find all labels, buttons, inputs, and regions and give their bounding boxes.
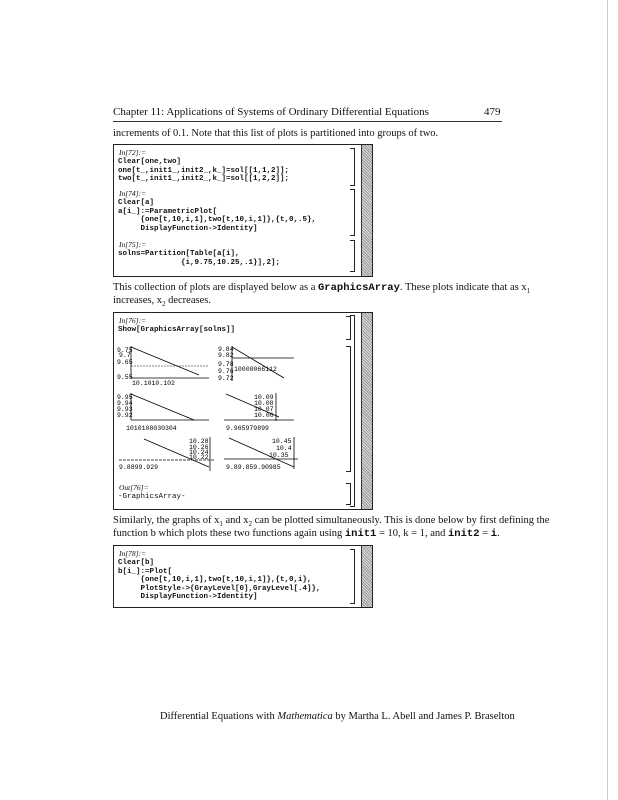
tick-label: 1010108030304	[126, 425, 177, 432]
subscript: 1	[219, 520, 223, 529]
input-label: In[72]:=	[119, 148, 147, 157]
cell-scrollbar[interactable]	[361, 546, 372, 607]
cell-scrollbar[interactable]	[361, 145, 372, 276]
text: =	[479, 528, 491, 539]
input-code[interactable]: Clear[one,two] one[t_,init1_,init2_,k_]=sol[[1,1,2]]; two[t_,init1_,init2_,k_]=sol[[1,2,2]];	[118, 158, 290, 183]
input-label: In[78]:=	[119, 549, 147, 558]
tick-label: 9.82	[218, 352, 234, 359]
tick-label: 10.28	[189, 438, 209, 445]
plot-6	[224, 437, 298, 471]
output-value: -GraphicsArray-	[118, 493, 186, 501]
text: decreases.	[165, 295, 211, 306]
cell-bracket[interactable]	[346, 483, 351, 505]
notebook-cell-group[interactable]	[113, 144, 373, 277]
inline-code: i	[490, 528, 497, 540]
text: can be plotted simultaneously. This is done below by first defining the	[252, 515, 550, 526]
text: Mathematica	[277, 711, 333, 722]
tick-label: 9.92	[117, 412, 133, 419]
paragraph	[113, 527, 500, 541]
tick-label: 9.72	[218, 375, 234, 382]
text: . These plots indicate that as x	[399, 282, 527, 293]
text: and x	[222, 515, 249, 526]
tick-label: 9.8899.929	[119, 464, 159, 471]
tick-label: 9.55	[117, 374, 133, 381]
text: = 10, k = 1, and	[376, 528, 448, 539]
inline-code: GraphicsArray	[318, 282, 400, 294]
input-label: In[76]:=	[119, 316, 147, 325]
plot-5	[119, 437, 214, 471]
cell-bracket[interactable]	[350, 148, 355, 186]
tick-label: 10000066112	[234, 366, 277, 373]
graphics-cell-bracket[interactable]	[346, 346, 351, 472]
plot-3	[117, 393, 209, 432]
input-label: In[75]:=	[119, 240, 147, 249]
running-header: Chapter 11: Applications of Systems of Ordinary Differential Equations	[113, 106, 429, 118]
subscript: 1	[526, 287, 531, 296]
plot-2	[218, 346, 294, 382]
subscript: 2	[161, 300, 166, 309]
cell-bracket[interactable]	[350, 189, 355, 236]
text: This collection of plots are displayed below as a	[113, 282, 318, 293]
tick-label: 9.94	[117, 400, 133, 407]
tick-label: 9.7	[119, 352, 131, 359]
tick-label: 10.08	[254, 400, 274, 407]
cell-scrollbar[interactable]	[361, 313, 372, 509]
graphics-array[interactable]	[114, 341, 339, 476]
text: function b which plots these two functions again using	[113, 528, 345, 539]
notebook-cell-group[interactable]	[113, 312, 373, 510]
tick-label: 9.65	[117, 359, 133, 366]
tick-label: 9.76	[218, 368, 234, 375]
input-code[interactable]: Clear[b] b[i_]:=Plot[ {one[t,10,i,1],two[t,10,i,1]},{t,0,i}, PlotStyle->{GrayLevel[0],GrayLevel[.4]}, DisplayFunction->Identity]	[118, 559, 321, 601]
cell-bracket[interactable]	[350, 240, 355, 272]
text: increases, x	[113, 295, 162, 306]
tick-label: 10.06	[254, 412, 274, 419]
text: Similarly, the graphs of x	[113, 515, 220, 526]
tick-label: 10.22	[189, 454, 209, 461]
cell-bracket[interactable]	[350, 549, 355, 604]
input-code[interactable]: solns=Partition[Table[a[i], {i,9.75,10.25,.1}],2];	[118, 250, 281, 267]
paragraph	[113, 294, 211, 311]
tick-label: 10.26	[189, 444, 209, 451]
tick-label: 9.78	[218, 361, 234, 368]
tick-label: 9.89.859.90985	[226, 464, 281, 471]
input-label: In[74]:=	[119, 189, 147, 198]
tick-label: 10.45	[272, 438, 292, 445]
tick-label: 9.84	[218, 346, 234, 353]
header-rule	[113, 121, 502, 122]
tick-label: 10.1010.102	[132, 380, 175, 387]
tick-label: 10.4	[276, 445, 292, 452]
input-code[interactable]: Show[GraphicsArray[solns]]	[118, 326, 236, 334]
tick-label: 9.93	[117, 406, 133, 413]
tick-label: 9.965979899	[226, 425, 269, 432]
text: .	[497, 528, 500, 539]
scan-edge	[607, 0, 608, 800]
text: Differential Equations with	[160, 711, 278, 722]
page-number: 479	[484, 106, 501, 118]
inline-code: init2	[448, 528, 480, 540]
output-label: Out[76]=	[119, 483, 149, 492]
inline-code: init1	[344, 528, 377, 540]
tick-label: 9.75	[117, 347, 133, 354]
tick-label: 10.09	[254, 394, 274, 401]
text: by Martha L. Abell and James P. Braselton	[332, 711, 515, 722]
tick-label: 10.24	[189, 449, 209, 456]
notebook-cell-group[interactable]	[113, 545, 373, 608]
tick-label: 10.07	[254, 406, 274, 413]
paragraph: increments of 0.1. Note that this list of plots is partitioned into groups of two.	[113, 128, 439, 139]
plot-4	[224, 393, 294, 432]
plot-1	[117, 346, 209, 387]
page-footer	[160, 710, 515, 723]
subscript: 2	[248, 520, 253, 529]
input-code[interactable]: Clear[a] a[i_]:=ParametricPlot[ {one[t,10,i,1],two[t,10,i,1]},{t,0,.5}, DisplayFunction->Identity]	[118, 199, 317, 233]
tick-label: 10.35	[269, 452, 289, 459]
tick-label: 9.95	[117, 394, 133, 401]
